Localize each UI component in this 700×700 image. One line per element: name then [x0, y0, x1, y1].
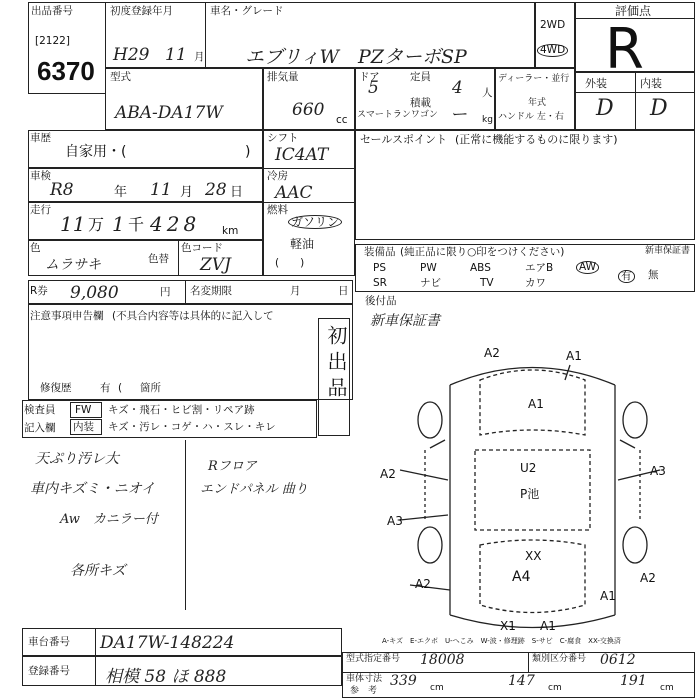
fuel-paren: ( ): [275, 257, 305, 269]
warranty-yes: 有: [618, 270, 635, 283]
reg-year-label: 初度登録年月: [110, 5, 173, 17]
inspect-year-unit: 年: [114, 185, 128, 200]
inspector-label-1: 検査員: [24, 404, 56, 416]
class-label: 類別区分番号: [532, 654, 587, 664]
equip-tv: TV: [480, 277, 494, 289]
history-close: ): [245, 144, 251, 160]
drive-2wd: 2WD: [540, 19, 566, 31]
mark-1: A2: [484, 346, 500, 360]
mark-13: A1: [600, 589, 616, 603]
disp-value: 660: [292, 100, 325, 120]
cap-value: 4: [452, 78, 463, 98]
equip-aw: AW: [576, 261, 599, 274]
dealer-label: ディーラー・並行: [498, 74, 570, 84]
first-listing: 初出品: [324, 325, 348, 403]
equip-pw: PW: [420, 262, 437, 274]
fw-items: キズ・飛石・ヒビ割・リペア跡: [108, 404, 255, 416]
dim-length-unit: cm: [430, 683, 444, 693]
equip-navi: ナビ: [420, 277, 441, 289]
dim-label: 車体寸法: [346, 674, 383, 684]
cap-label: 定員: [410, 71, 431, 83]
repair-label: 修復歴: [40, 382, 72, 394]
load-unit: kg: [482, 115, 493, 125]
post-label: 後付品: [365, 295, 397, 307]
fw-label: FW: [75, 404, 92, 416]
dim-sub: 参 考: [350, 686, 378, 696]
notes-label: 注意事項申告欄: [30, 310, 104, 322]
int-label: 内装: [640, 77, 662, 90]
notes-hint: (不具合内容等は具体的に記入して: [112, 310, 274, 322]
mileage-sen-unit: 千: [128, 215, 145, 234]
disp-label: 排気量: [267, 71, 299, 83]
remark-3: Aw カニラー付: [60, 512, 158, 527]
mark-6: A2: [380, 467, 396, 481]
sales-box: [355, 130, 695, 240]
type-label: 型式指定番号: [346, 654, 401, 664]
dim-height: 191: [620, 673, 647, 689]
recycle-label: R券: [30, 285, 48, 297]
dim-width-unit: cm: [548, 683, 562, 693]
mark-11: A2: [415, 577, 431, 591]
mark-9: XX: [525, 549, 542, 563]
dim-length: 339: [390, 673, 417, 689]
color-label: 色: [30, 242, 41, 254]
equip-sr: SR: [373, 277, 387, 289]
mark-14: X1: [500, 619, 516, 633]
chassis-label: 車台番号: [28, 636, 70, 648]
car-name-label: 車名・グレード: [210, 5, 284, 17]
inspect-month: 11: [150, 180, 172, 200]
remark-right-2: エンドパネル 曲り: [200, 482, 308, 497]
name-change-day: 日: [338, 285, 349, 297]
lot-label: 出品番号: [31, 5, 73, 17]
grade-label: 評価点: [615, 4, 652, 18]
model-value: ABA-DA17W: [115, 103, 223, 123]
repair-value: 有: [100, 382, 111, 394]
mark-2: A1: [566, 349, 582, 363]
name-change-month: 月: [290, 285, 301, 297]
repair-unit: 箇所: [140, 382, 161, 394]
lot-number: 6370: [37, 56, 95, 86]
mileage-rest: 428: [150, 212, 201, 236]
year-label: 年式: [528, 98, 547, 108]
reg-year: H29: [113, 45, 150, 65]
cool-label: 冷房: [267, 170, 288, 182]
history-box: [28, 130, 263, 168]
remark-1: 天ぷり汚レ大: [35, 451, 119, 467]
inspect-day-unit: 日: [230, 185, 244, 200]
color-code-value: ZVJ: [200, 255, 231, 275]
fuel-label: 燃料: [267, 204, 288, 216]
class-value: 0612: [600, 652, 636, 668]
mark-15: A1: [540, 619, 556, 633]
sales-hint: (正常に機能するものに限ります): [455, 133, 618, 146]
reg-month-unit: 月: [194, 51, 205, 63]
model-label: 型式: [110, 71, 131, 83]
equip-abs: ABS: [470, 262, 491, 274]
equip-hint: (純正品に限り○印をつけください): [400, 246, 565, 258]
mark-5: P池: [520, 487, 540, 501]
fuel-alt: 軽油: [290, 237, 315, 251]
inspect-label: 車検: [30, 170, 51, 182]
drive-4wd: 4WD: [537, 44, 568, 57]
inspect-day: 28: [205, 180, 227, 200]
recycle-unit: 円: [160, 286, 171, 298]
mark-3: A1: [528, 397, 544, 411]
color-value: ムラサキ: [45, 257, 101, 273]
color-change-label: 色替: [148, 253, 169, 265]
drive-box: [535, 2, 575, 68]
post-value: 新車保証書: [370, 313, 440, 329]
ext-label: 外装: [585, 77, 607, 90]
mileage-man-unit: 万: [88, 215, 105, 234]
mark-7: A3: [387, 514, 403, 528]
remark-2: 車内キズミ・ニオイ: [30, 481, 156, 497]
warranty-label: 新車保証書: [645, 246, 691, 256]
mileage-sen: 1: [112, 212, 125, 236]
history-label: 車歴: [30, 132, 51, 144]
mileage-unit: km: [222, 225, 239, 237]
fuel-value: ガソリン: [288, 215, 342, 229]
mark-4: U2: [520, 461, 537, 475]
mileage-man: 11: [60, 212, 86, 236]
name-change-label: 名変期限: [190, 285, 232, 297]
inspector-label-2: 記入欄: [24, 422, 56, 434]
warranty-no: 無: [648, 269, 659, 281]
door-value: 5: [368, 78, 379, 98]
load-label: 積載: [410, 97, 431, 109]
remark-4: 各所キズ: [70, 563, 126, 579]
damage-legend: A-キズ E-エクボ U-へこみ W-波・修理跡 S-サビ C-腐食 XX-交換済: [382, 637, 621, 645]
int-value: D: [650, 96, 668, 121]
chassis-value: DA17W-148224: [100, 633, 235, 653]
shift-label: シフト: [267, 132, 299, 144]
grade-point: R: [605, 17, 644, 82]
mileage-label: 走行: [30, 204, 51, 216]
equip-leather: カワ: [525, 277, 546, 289]
reg-value: 相模 58 ほ 888: [105, 667, 227, 687]
disp-unit: cc: [336, 114, 348, 126]
mark-10: A4: [512, 569, 531, 585]
shift-value: IC4AT: [275, 145, 329, 165]
lot-code: [2122]: [35, 35, 70, 47]
sales-label: セールスポイント: [360, 133, 448, 146]
reg-label: 登録番号: [28, 665, 70, 677]
remark-right-1: Rフロア: [208, 459, 257, 474]
door-label: ドア: [359, 71, 380, 83]
color-code-label: 色コード: [181, 242, 223, 254]
load-value: ー: [450, 105, 467, 125]
repair-paren: (: [118, 382, 123, 394]
equip-ps: PS: [373, 262, 386, 274]
cap-unit: 人: [482, 87, 493, 99]
history-value: 自家用・(: [65, 144, 127, 160]
mark-8: A3: [650, 464, 666, 478]
inspect-month-unit: 月: [180, 185, 194, 200]
dim-height-unit: cm: [660, 683, 674, 693]
ext-value: D: [596, 96, 614, 121]
equip-label: 装備品: [364, 246, 396, 258]
reg-month: 11: [165, 45, 187, 65]
cool-value: AAC: [275, 183, 313, 203]
style-label: スマートランワゴン: [357, 110, 438, 120]
car-name: エブリィW: [245, 46, 340, 68]
handle-label: ハンドル 左・右: [498, 112, 564, 122]
int-items: キズ・汚レ・コゲ・ハ・スレ・キレ: [108, 421, 276, 433]
mark-12: A2: [640, 571, 656, 585]
dim-width: 147: [508, 673, 535, 689]
car-grade: PZターボSP: [358, 46, 467, 68]
score-box: [575, 72, 695, 130]
int-items-label: 内装: [73, 421, 94, 433]
equip-airbag: エアB: [525, 262, 554, 274]
recycle-value: 9,080: [70, 283, 119, 303]
type-value: 18008: [420, 652, 465, 668]
inspect-era: R8: [50, 180, 74, 200]
